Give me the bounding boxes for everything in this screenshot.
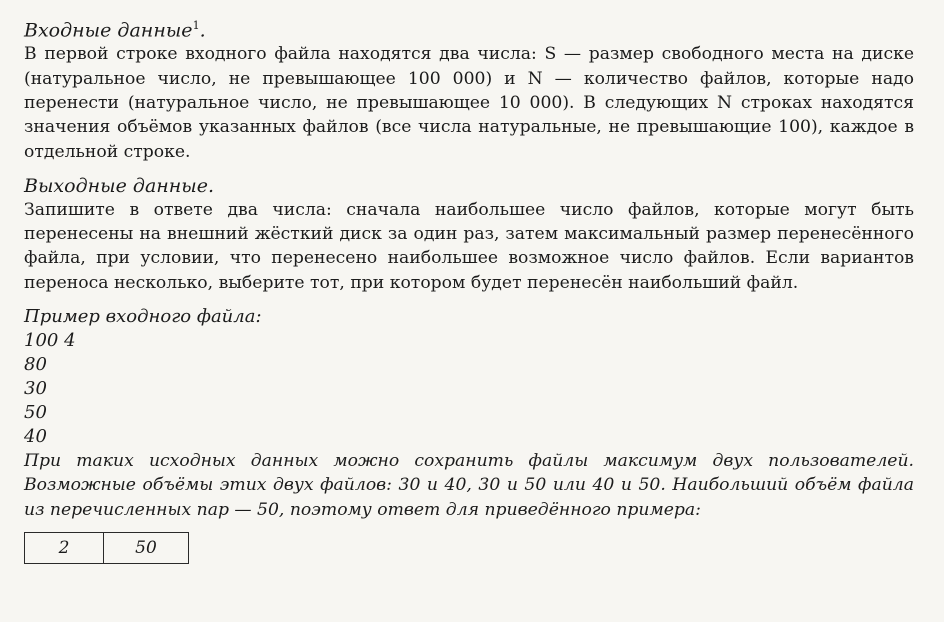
- example-line-5: 40: [24, 426, 47, 447]
- example-title: Пример входного файла:: [24, 306, 262, 327]
- output-section-title: Выходные данные.: [24, 174, 215, 197]
- document-page: [24, 14, 914, 564]
- example-explanation: При таких исходных данных можно сохранить файлы максимум двух пользователей. Возможные объёмы этих двух файлов: 30 и 40, 30 и 50 или 40 и 50. Наибольший объём файла из перечисленных пар — 50, поэтому ответ для приведённого примера:: [24, 451, 914, 520]
- example-line-4: 50: [24, 402, 47, 423]
- example-line-2: 80: [24, 354, 47, 375]
- answer-row: [25, 532, 189, 563]
- answer-cell-max-size: 50: [104, 532, 189, 563]
- answer-table: [24, 532, 189, 564]
- example-line-1: 100 4: [24, 330, 76, 351]
- input-title-end: .: [199, 19, 206, 42]
- output-section-text: Запишите в ответе два числа: сначала наибольшее число файлов, которые могут быть перенесены на внешний жёсткий диск за один раз, затем максимальный размер перенесённого файла, при условии, что перенесено наибольшее возможное число файлов. Если вариантов переноса несколько, выберите тот, при котором будет перенесён наибольший файл.: [24, 199, 914, 293]
- input-section-text: В первой строке входного файла находятся два числа: S — размер свободного места на диске (натуральное число, не превышающее 100 000) и N — количество файлов, которые надо перенести (натуральное число, не превышающее 10 000). В следующих N строках находятся значения объёмов указанных файлов (все числа натуральные, не превышающие 100), каждое в отдельной строке.: [24, 44, 914, 162]
- answer-cell-count: 2: [25, 532, 104, 563]
- footnote-mark: 1: [192, 19, 200, 32]
- input-section-title: [24, 14, 914, 42]
- example-line-3: 30: [24, 378, 47, 399]
- input-title-text: Входные данные: [24, 19, 193, 42]
